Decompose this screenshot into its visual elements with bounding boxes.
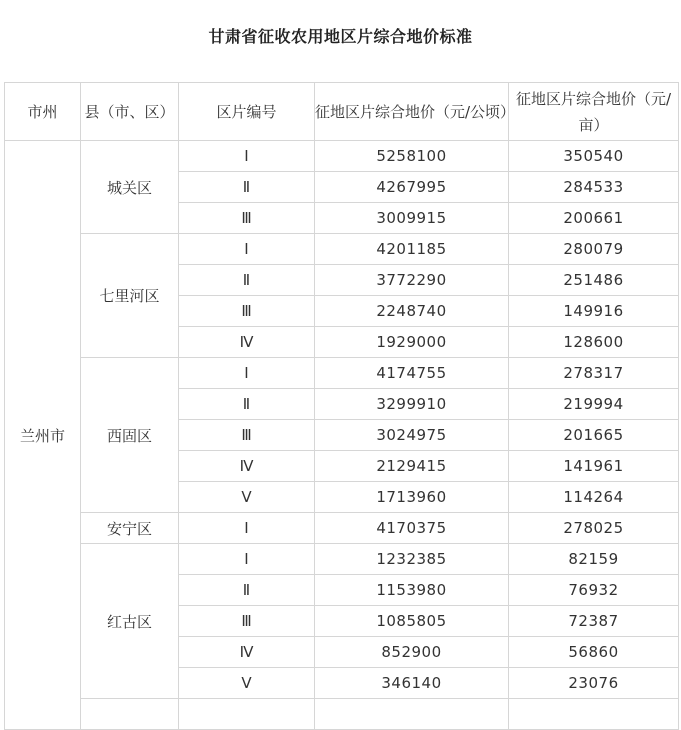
price-per-mu-cell: 82159 — [509, 544, 679, 575]
table-row — [5, 699, 679, 730]
zone-cell: Ⅴ — [179, 482, 315, 513]
table-row — [5, 544, 679, 575]
price-per-mu-cell: 23076 — [509, 668, 679, 699]
price-per-hectare-cell: 1713960 — [315, 482, 509, 513]
price-per-mu-cell: 278317 — [509, 358, 679, 389]
table-body — [5, 141, 679, 730]
zone-cell: Ⅲ — [179, 420, 315, 451]
page-title: 甘肃省征收农用地区片综合地价标准 — [208, 27, 473, 46]
zone-cell: Ⅱ — [179, 575, 315, 606]
county-cell: 安宁区 — [81, 513, 179, 544]
price-per-mu-cell: 149916 — [509, 296, 679, 327]
price-per-hectare-cell: 3009915 — [315, 203, 509, 234]
zone-cell: Ⅰ — [179, 544, 315, 575]
header-zone: 区片编号 — [179, 83, 315, 141]
zone-cell: Ⅱ — [179, 172, 315, 203]
price-per-hectare-cell: 3772290 — [315, 265, 509, 296]
price-per-mu-cell: 219994 — [509, 389, 679, 420]
price-per-hectare-cell: 3299910 — [315, 389, 509, 420]
zone-cell: Ⅱ — [179, 389, 315, 420]
price-per-mu-cell: 201665 — [509, 420, 679, 451]
table-row — [5, 513, 679, 544]
zone-cell: Ⅱ — [179, 265, 315, 296]
empty-cell — [315, 699, 509, 730]
price-per-mu-cell: 200661 — [509, 203, 679, 234]
table-row — [5, 358, 679, 389]
price-per-hectare-cell: 4267995 — [315, 172, 509, 203]
price-per-mu-cell: 141961 — [509, 451, 679, 482]
zone-cell: Ⅰ — [179, 141, 315, 172]
county-cell: 西固区 — [81, 358, 179, 513]
price-per-hectare-cell: 1085805 — [315, 606, 509, 637]
zone-cell: Ⅲ — [179, 203, 315, 234]
zone-cell: Ⅳ — [179, 451, 315, 482]
county-cell: 红古区 — [81, 544, 179, 699]
zone-cell: Ⅰ — [179, 358, 315, 389]
price-per-hectare-cell: 4170375 — [315, 513, 509, 544]
empty-cell — [81, 699, 179, 730]
county-cell: 七里河区 — [81, 234, 179, 358]
price-per-hectare-cell: 1153980 — [315, 575, 509, 606]
price-per-hectare-cell: 346140 — [315, 668, 509, 699]
zone-cell: Ⅳ — [179, 327, 315, 358]
header-city: 市州 — [5, 83, 81, 141]
price-per-hectare-cell: 2129415 — [315, 451, 509, 482]
table-row — [5, 141, 679, 172]
header-price-per-hectare: 征地区片综合地价（元/公顷） — [315, 83, 509, 141]
price-per-mu-cell: 278025 — [509, 513, 679, 544]
price-per-hectare-cell: 3024975 — [315, 420, 509, 451]
table-header-row — [5, 83, 679, 141]
header-county: 县（市、区） — [81, 83, 179, 141]
price-per-mu-cell: 128600 — [509, 327, 679, 358]
price-per-mu-cell: 251486 — [509, 265, 679, 296]
price-per-hectare-cell: 4201185 — [315, 234, 509, 265]
city-cell: 兰州市 — [5, 141, 81, 730]
price-per-hectare-cell: 5258100 — [315, 141, 509, 172]
zone-cell: Ⅰ — [179, 513, 315, 544]
county-cell: 城关区 — [81, 141, 179, 234]
zone-cell: Ⅰ — [179, 234, 315, 265]
zone-cell: Ⅳ — [179, 637, 315, 668]
zone-cell: Ⅲ — [179, 606, 315, 637]
zone-cell: Ⅴ — [179, 668, 315, 699]
price-per-hectare-cell: 4174755 — [315, 358, 509, 389]
land-price-table — [4, 82, 679, 730]
price-per-mu-cell: 114264 — [509, 482, 679, 513]
price-per-hectare-cell: 2248740 — [315, 296, 509, 327]
price-per-hectare-cell: 1929000 — [315, 327, 509, 358]
price-per-hectare-cell: 1232385 — [315, 544, 509, 575]
price-per-mu-cell: 72387 — [509, 606, 679, 637]
price-per-mu-cell: 284533 — [509, 172, 679, 203]
price-per-mu-cell: 76932 — [509, 575, 679, 606]
price-per-mu-cell: 280079 — [509, 234, 679, 265]
price-per-mu-cell: 56860 — [509, 637, 679, 668]
zone-cell: Ⅲ — [179, 296, 315, 327]
empty-cell — [179, 699, 315, 730]
price-per-hectare-cell: 852900 — [315, 637, 509, 668]
price-per-mu-cell: 350540 — [509, 141, 679, 172]
header-price-per-mu: 征地区片综合地价（元/亩） — [509, 83, 679, 141]
table-row — [5, 234, 679, 265]
empty-cell — [509, 699, 679, 730]
